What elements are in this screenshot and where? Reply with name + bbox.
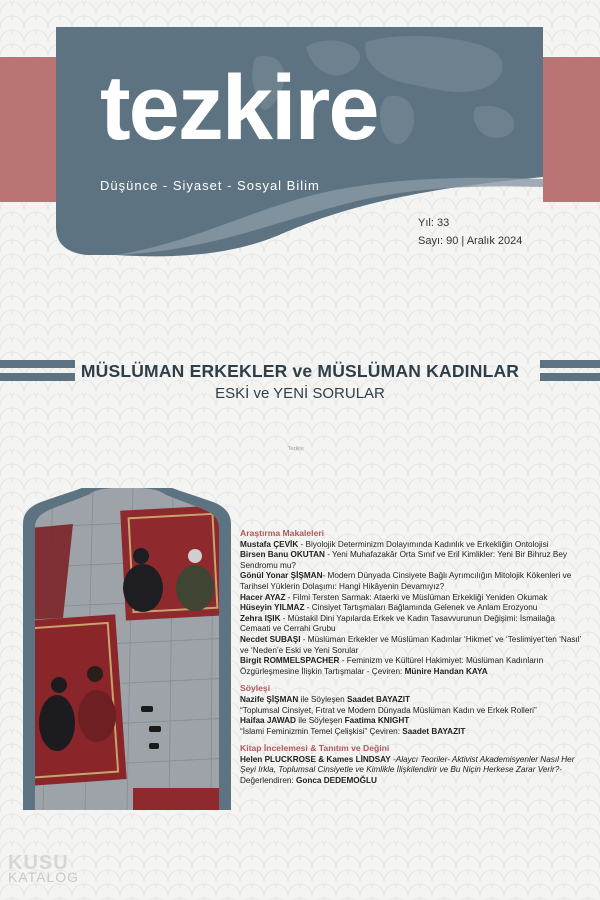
small-brand: Tezkire (288, 446, 304, 452)
issue-sub-title: ESKİ ve YENİ SORULAR (215, 385, 385, 402)
section-heading-interview: Söyleşi (240, 683, 271, 694)
toc-item: Helen PLUCKROSE & Kames LİNDSAY -Alaycı Teoriler- Aktivist Akademisyenler Nasıl Her Şeyi Irkla, Toplumsal Cinsiyetle ve Kimlikle İlişkilendirir ve Bu Niçin Herkese Zarar Verir?- Değerlendiren: Gonca DEDEMOĞLU (240, 754, 575, 786)
toc-item: Haifaa JAWAD ile Söyleşen Faatima KNIGHT (240, 716, 410, 726)
watermark: KUSU KATALOG (8, 852, 80, 885)
issue-line: Sayı: 90 | Aralık 2024 (418, 235, 523, 247)
cover-photo (23, 488, 231, 810)
toc-item: Gönül Yonar ŞİŞMAN- Modern Dünyada Cinsiyete Bağlı Ayrımcılığın Mitolojik Kökenleri ve Tarihsel Yüklerin Dolaşımı: Hangi Hikâyenin Devamıyız? (240, 571, 572, 591)
issue-main-title: MÜSLÜMAN ERKEKLER ve MÜSLÜMAN KADINLAR (80, 361, 520, 381)
toc-item-quote: “İslami Feminizmin Temel Çelişkisi” Çeviren: Saadet BAYAZIT (240, 726, 466, 736)
toc-item: Hacer AYAZ - Filmi Tersten Sarmak: Ataerki ve Müslüman Erkekliği Yeniden Okumak (240, 592, 548, 602)
rose-band-right (543, 57, 600, 202)
toc-item: Hüseyin YILMAZ - Cinsiyet Tartışmaları Bağlamında Gelenek ve Anlam Erozyonu (240, 603, 538, 613)
toc-item: Birsen Banu OKUTAN - Yeni Muhafazakâr Orta Sınıf ve Eril Kimlikler: Yeni Bir Bihruz Bey Sendromu mu? (240, 550, 568, 570)
issue-meta (418, 214, 522, 250)
table-of-contents (240, 526, 585, 787)
toc-item: Nazife ŞİŞMAN ile Söyleşen Saadet BAYAZIT (240, 694, 411, 704)
journal-title: tezkire (100, 57, 378, 159)
rose-band-left (0, 57, 56, 202)
toc-item: Mustafa ÇEVİK - Biyolojik Determinizm Dolayımında Kadınlık ve Erkekliğin Ontolojisi (240, 539, 549, 549)
toc-item: Necdet SUBAŞI - Müslüman Erkekler ve Müslüman Kadınlar ‘Hikmet’ ve ‘Teslimiyet’ten ‘Nasıl’ ve ‘Neden’e Eski ve Yeni Sorular (240, 634, 582, 655)
section-heading-research: Araştırma Makaleleri (240, 528, 325, 538)
section-heading-review: Kitap İncelemesi & Tanıtım ve Değini (240, 743, 390, 754)
journal-subtitle: Düşünce - Siyaset - Sosyal Bilim (100, 178, 320, 193)
toc-item-quote: “Toplumsal Cinsiyet, Fıtrat ve Modern Dünyada Müslüman Kadın ve Erkek Rolleri” (240, 705, 537, 715)
year-line: Yıl: 33 (418, 217, 450, 229)
toc-item: Birgit ROMMELSPACHER - Feminizm ve Kültürel Hakimiyet: Müslüman Kadınların Özgürleşmesine İlişkin Tartışmalar - Çeviren: Münire Handan KAYA (240, 656, 544, 676)
toc-item: Zehra IŞIK - Müstakil Dini Yapılarda Erkek ve Kadın Tasavvurunun Değişimi: İsmailağa Cemaati ve Cerrahi Grubu (240, 613, 555, 634)
